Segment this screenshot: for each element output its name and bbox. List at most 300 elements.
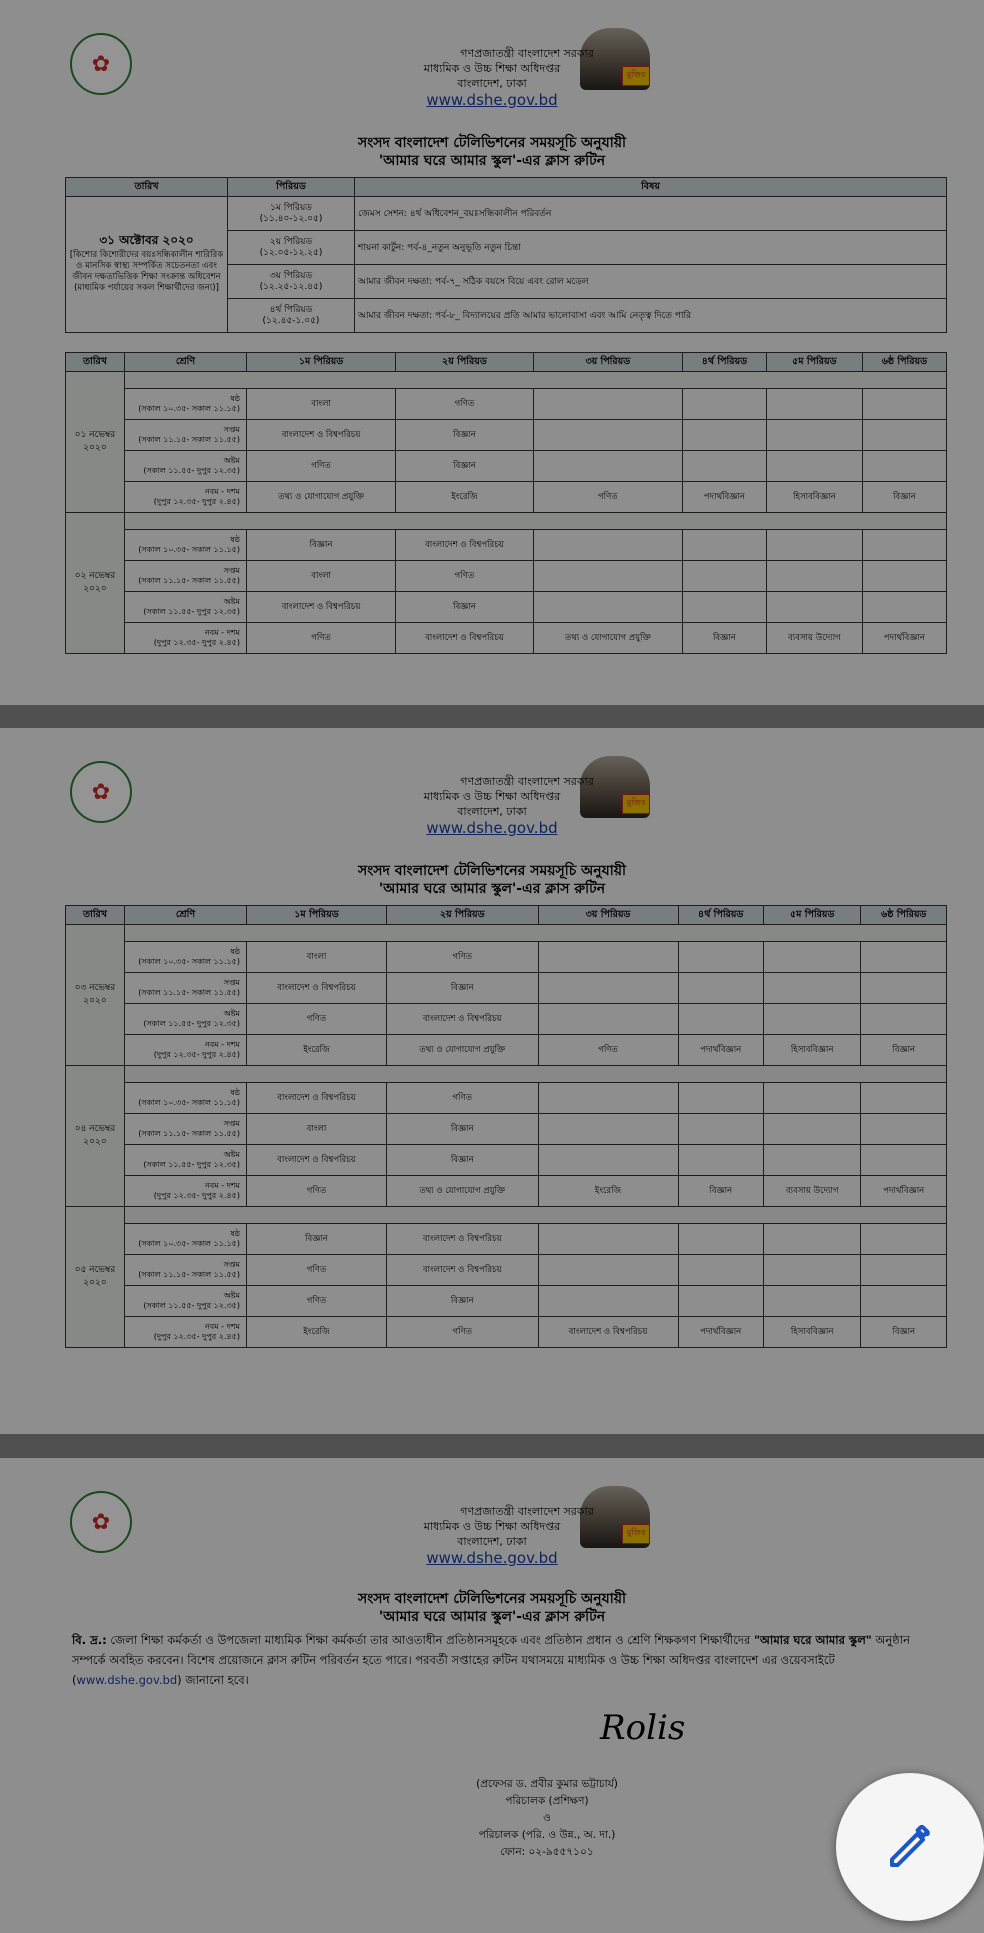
class-name: নবম - দশম (204, 1322, 240, 1331)
spacer-cell (125, 513, 947, 530)
col-header: শ্রেণি (125, 906, 247, 925)
mujib-badge: মুজিব (622, 1524, 650, 1544)
subject-cell: গণিত (247, 451, 396, 482)
gov-line2: মাধ্যমিক ও উচ্চ শিক্ষা অধিদপ্তর (423, 62, 561, 75)
subject-cell: পদার্থবিজ্ঞান (678, 1317, 763, 1348)
subject-cell: গণিত (533, 482, 682, 513)
class-time: (সকাল ১১.৫৫- দুপুর ১২.৩৫) (143, 466, 240, 475)
table-row (66, 420, 947, 451)
subject-cell (763, 1224, 861, 1255)
table-row (66, 1145, 947, 1176)
special-session-table (65, 177, 947, 333)
subject-cell (538, 1255, 678, 1286)
class-cell (125, 1176, 247, 1207)
table-row (66, 1004, 947, 1035)
class-time: (সকাল ১০.৩৫- সকাল ১১.১৫) (138, 404, 240, 413)
period-name: ১ম পিরিয়ড (270, 202, 312, 213)
subject-cell (682, 592, 766, 623)
class-cell (125, 1255, 247, 1286)
class-cell (125, 623, 247, 654)
class-cell (125, 389, 247, 420)
class-cell (125, 1114, 247, 1145)
spacer-row (66, 925, 947, 942)
subject-cell (678, 1145, 763, 1176)
subject-cell (533, 530, 682, 561)
subject-cell (861, 1145, 947, 1176)
class-name: নবম - দশম (204, 628, 240, 637)
subject-cell: গণিত (247, 623, 396, 654)
class-cell (125, 942, 247, 973)
subject-cell (678, 1224, 763, 1255)
col-header: পিরিয়ড (228, 178, 355, 197)
day-date-cell: ০৪ নভেম্বর ২০২০ (66, 1066, 125, 1207)
subject-cell: ইংরেজি (247, 1035, 387, 1066)
subject-cell: ইংরেজি (396, 482, 534, 513)
document-page-3 (0, 1458, 984, 1933)
spacer-row (66, 1066, 947, 1083)
spacer-cell (125, 925, 947, 942)
day-date-cell: ০৩ নভেম্বর ২০২০ (66, 925, 125, 1066)
col-header: ৩য় পিরিয়ড (538, 906, 678, 925)
class-cell (125, 1004, 247, 1035)
subject-cell: বাংলাদেশ ও বিশ্বপরিচয় (396, 623, 534, 654)
day-date-cell: ০১ নভেম্বর ২০২০ (66, 372, 125, 513)
subject-cell (678, 1083, 763, 1114)
class-name: সপ্তম (223, 566, 240, 575)
class-time: (দুপুর ১২.৩৫- দুপুর ২.৪৫) (153, 1050, 240, 1059)
dshe-logo: ✿ (70, 761, 132, 823)
subject-cell (861, 1004, 947, 1035)
col-header: ২য় পিরিয়ড (386, 906, 538, 925)
class-name: নবম - দশম (204, 1040, 240, 1049)
subject-cell: গণিত (386, 1083, 538, 1114)
title-line1: সংসদ বাংলাদেশ টেলিভিশনের সময়সূচি অনুযায়ী (357, 863, 627, 879)
col-header: ৬ষ্ঠ পিরিয়ড (861, 906, 947, 925)
class-name: ষষ্ঠ (230, 535, 240, 544)
gov-line1: গণপ্রজাতন্ত্রী বাংলাদেশ সরকার (460, 47, 594, 60)
gov-block (0, 774, 984, 836)
gov-line3: বাংলাদেশ, ঢাকা (457, 1535, 527, 1548)
subject-cell: বাংলাদেশ ও বিশ্বপরিচয় (247, 1145, 387, 1176)
table-row (66, 592, 947, 623)
class-name: নবম - দশম (204, 1181, 240, 1190)
class-cell (125, 1286, 247, 1317)
subject-cell (862, 389, 946, 420)
class-time: (সকাল ১১.৫৫- দুপুর ১২.৩৫) (143, 607, 240, 616)
subject-cell: গণিত (247, 1004, 387, 1035)
period-cell (228, 265, 355, 299)
class-name: ষষ্ঠ (230, 1229, 240, 1238)
subject-cell: গণিত (247, 1176, 387, 1207)
period-cell (228, 231, 355, 265)
subject-cell: বিজ্ঞান (861, 1035, 947, 1066)
signatory-role: পরিচালক (প্রশিক্ষণ) (505, 1795, 589, 1807)
edit-fab-button[interactable] (836, 1773, 984, 1921)
table-row (66, 1286, 947, 1317)
subject-cell (861, 1286, 947, 1317)
subject-cell: বাংলাদেশ ও বিশ্বপরিচয় (386, 1004, 538, 1035)
subject-cell: তথ্য ও যোগাযোগ প্রযুক্তি (386, 1176, 538, 1207)
table-row (66, 942, 947, 973)
subject-cell: বিজ্ঞান (678, 1176, 763, 1207)
col-header: ২য় পিরিয়ড (396, 353, 534, 372)
subject-cell (538, 1145, 678, 1176)
spacer-row (66, 513, 947, 530)
subject-cell: বিজ্ঞান (386, 1145, 538, 1176)
subject-cell (533, 389, 682, 420)
gov-line3: বাংলাদেশ, ঢাকা (457, 805, 527, 818)
subject-cell: বাংলাদেশ ও বিশ্বপরিচয় (386, 1255, 538, 1286)
class-time: (সকাল ১১.৫৫- দুপুর ১২.৩৫) (143, 1019, 240, 1028)
table-row (66, 482, 947, 513)
subject-cell: ইংরেজি (538, 1176, 678, 1207)
subject-cell (766, 592, 862, 623)
subject-cell (763, 942, 861, 973)
col-header: ৪র্থ পিরিয়ড (678, 906, 763, 925)
class-time: (সকাল ১১.১৫- সকাল ১১.৫৫) (138, 435, 240, 444)
subject-cell: হিসাববিজ্ঞান (766, 482, 862, 513)
subject-cell (682, 561, 766, 592)
table-row (66, 973, 947, 1004)
subject-cell (861, 973, 947, 1004)
col-header: ৫ম পিরিয়ড (766, 353, 862, 372)
page-header (0, 1458, 984, 1568)
class-time: (সকাল ১১.১৫- সকাল ১১.৫৫) (138, 1270, 240, 1279)
subject-cell: জেমস সেশন: ৪র্থ অধিবেশন_বয়ঃসন্ধিকালীন পরিবর্তন (355, 197, 947, 231)
gov-line3: বাংলাদেশ, ঢাকা (457, 77, 527, 90)
table-row (66, 1035, 947, 1066)
subject-cell (862, 530, 946, 561)
website-link[interactable]: www.dshe.gov.bd (76, 1673, 178, 1687)
subject-cell: তথ্য ও যোগাযোগ প্রযুক্তি (386, 1035, 538, 1066)
class-time: (সকাল ১০.৩৫- সকাল ১১.১৫) (138, 545, 240, 554)
class-name: অষ্টম (223, 1009, 240, 1018)
subject-cell: বিজ্ঞান (396, 592, 534, 623)
period-time: (১২.০৫-১২.২৫) (259, 247, 323, 258)
subject-cell (763, 1286, 861, 1317)
page-title (0, 862, 984, 898)
mujib-badge: মুজিব (622, 794, 650, 814)
mujib-badge: মুজিব (622, 66, 650, 86)
subject-cell (766, 389, 862, 420)
class-time: (সকাল ১০.৩৫- সকাল ১১.১৫) (138, 1098, 240, 1107)
table-row (66, 197, 947, 231)
class-cell (125, 1145, 247, 1176)
subject-cell (678, 973, 763, 1004)
subject-cell (533, 561, 682, 592)
subject-cell: শায়না কার্টুন: পর্ব-৪_নতুন অনুভূতি নতুন চিন্তা (355, 231, 947, 265)
page-header (0, 0, 984, 110)
table-row (66, 1083, 947, 1114)
subject-cell: পদার্থবিজ্ঞান (861, 1176, 947, 1207)
subject-cell (538, 1114, 678, 1145)
spacer-cell (125, 1066, 947, 1083)
class-time: (দুপুর ১২.৩৫- দুপুর ২.৪৫) (153, 497, 240, 506)
subject-cell: বাংলাদেশ ও বিশ্বপরিচয় (247, 592, 396, 623)
subject-cell: আমার জীবন দক্ষতা: পর্ব-৭_ সঠিক বয়সে বিয়ে এবং রোল মডেল (355, 265, 947, 299)
class-time: (সকাল ১১.১৫- সকাল ১১.৫৫) (138, 988, 240, 997)
table-row (66, 389, 947, 420)
period-name: ২য় পিরিয়ড (269, 236, 313, 247)
subject-cell: বিজ্ঞান (386, 1114, 538, 1145)
class-name: ষষ্ঠ (230, 1088, 240, 1097)
subject-cell (766, 451, 862, 482)
subject-cell (678, 1255, 763, 1286)
title-line2: 'আমার ঘরে আমার স্কুল'-এর ক্লাস রুটিন (378, 153, 606, 169)
gov-line1: গণপ্রজাতন্ত্রী বাংলাদেশ সরকার (460, 775, 594, 788)
spacer-cell (125, 1207, 947, 1224)
class-name: অষ্টম (223, 1291, 240, 1300)
class-name: সপ্তম (223, 425, 240, 434)
subject-cell (678, 1004, 763, 1035)
col-header: ৩য় পিরিয়ড (533, 353, 682, 372)
subject-cell (766, 561, 862, 592)
pencil-icon (883, 1820, 937, 1874)
spacer-row (66, 1207, 947, 1224)
col-header: ১ম পিরিয়ড (247, 353, 396, 372)
subject-cell (682, 389, 766, 420)
notice-paragraph (72, 1630, 946, 1690)
subject-cell: তথ্য ও যোগাযোগ প্রযুক্তি (533, 623, 682, 654)
session-note: [কিশোর কিশোরীদের বয়ঃসন্ধিকালীন শারিরিক ও মানসিক স্বাস্থ্য সম্পর্কিত সচেতনতা এবং জীবন দক্ষতাভিত্তিক শিক্ষা সংক্রান্ত অধিবেশন (মাধ্যমিক পর্যায়ের সকল শিক্ষার্থীদের জন্য)] (69, 250, 224, 293)
class-cell (125, 482, 247, 513)
period-cell (228, 197, 355, 231)
subject-cell: বাংলা (247, 942, 387, 973)
subject-cell (862, 592, 946, 623)
subject-cell: বিজ্ঞান (861, 1317, 947, 1348)
page-header (0, 728, 984, 838)
class-time: (সকাল ১১.১৫- সকাল ১১.৫৫) (138, 576, 240, 585)
subject-cell (862, 561, 946, 592)
program-name: "আমার ঘরে আমার স্কুল" (753, 1633, 872, 1647)
page-title (0, 134, 984, 170)
subject-cell (533, 592, 682, 623)
subject-cell (678, 1286, 763, 1317)
subject-cell (678, 1114, 763, 1145)
class-time: (সকাল ১১.৫৫- দুপুর ১২.৩৫) (143, 1301, 240, 1310)
conjunction: ও (543, 1812, 551, 1824)
class-cell (125, 420, 247, 451)
subject-cell: বিজ্ঞান (247, 530, 396, 561)
subject-cell (861, 1255, 947, 1286)
class-time: (দুপুর ১২.৩৫- দুপুর ২.৪৫) (153, 638, 240, 647)
class-schedule-table (65, 905, 947, 1348)
page-title (0, 1590, 984, 1626)
subject-cell (763, 1114, 861, 1145)
gov-block (0, 46, 984, 108)
class-time: (সকাল ১০.৩৫- সকাল ১১.১৫) (138, 1239, 240, 1248)
subject-cell (763, 973, 861, 1004)
subject-cell: গণিত (386, 942, 538, 973)
subject-cell: বিজ্ঞান (682, 623, 766, 654)
col-header: ৪র্থ পিরিয়ড (682, 353, 766, 372)
table-row (66, 1317, 947, 1348)
class-cell (125, 451, 247, 482)
period-time: (১১.৪০-১২.০৫) (259, 213, 323, 224)
table-row (66, 451, 947, 482)
class-time: (সকাল ১০.৩৫- সকাল ১১.১৫) (138, 957, 240, 966)
subject-cell (861, 942, 947, 973)
class-cell (125, 530, 247, 561)
col-header: তারিখ (66, 178, 228, 197)
subject-cell: গণিত (247, 1255, 387, 1286)
class-time: (সকাল ১১.১৫- সকাল ১১.৫৫) (138, 1129, 240, 1138)
gov-line2: মাধ্যমিক ও উচ্চ শিক্ষা অধিদপ্তর (423, 790, 561, 803)
subject-cell (538, 973, 678, 1004)
subject-cell: বাংলাদেশ ও বিশ্বপরিচয় (396, 530, 534, 561)
subject-cell (538, 1083, 678, 1114)
col-header: শ্রেণি (125, 353, 247, 372)
notice-text: ) জানানো হবে। (177, 1673, 249, 1687)
subject-cell: পদার্থবিজ্ঞান (682, 482, 766, 513)
title-line2: 'আমার ঘরে আমার স্কুল'-এর ক্লাস রুটিন (378, 1609, 606, 1625)
table-row (66, 561, 947, 592)
class-cell (125, 592, 247, 623)
class-name: অষ্টম (223, 597, 240, 606)
subject-cell: বাংলাদেশ ও বিশ্বপরিচয় (247, 973, 387, 1004)
table-row (66, 1224, 947, 1255)
subject-cell (682, 420, 766, 451)
class-name: সপ্তম (223, 1260, 240, 1269)
class-cell (125, 973, 247, 1004)
subject-cell (861, 1114, 947, 1145)
table-row (66, 623, 947, 654)
subject-cell: বিজ্ঞান (386, 1286, 538, 1317)
subject-cell: বাংলাদেশ ও বিশ্বপরিচয় (247, 420, 396, 451)
website-link[interactable]: www.dshe.gov.bd (426, 819, 558, 837)
document-page-2 (0, 728, 984, 1434)
table-row (66, 530, 947, 561)
subject-cell: বিজ্ঞান (247, 1224, 387, 1255)
subject-cell (682, 530, 766, 561)
subject-cell (538, 1224, 678, 1255)
class-schedule-table (65, 352, 947, 654)
period-time: (১২.৪৫-১.০৫) (262, 315, 320, 326)
signatory-name: (প্রফেসর ড. প্রবীর কুমার ভট্টাচার্য) (476, 1778, 618, 1790)
gov-line2: মাধ্যমিক ও উচ্চ শিক্ষা অধিদপ্তর (423, 1520, 561, 1533)
class-name: ষষ্ঠ (230, 947, 240, 956)
dshe-logo: ✿ (70, 33, 132, 95)
subject-cell (861, 1083, 947, 1114)
day-date-cell: ০৫ নভেম্বর ২০২০ (66, 1207, 125, 1348)
subject-cell (763, 1083, 861, 1114)
subject-cell: ইংরেজি (247, 1317, 387, 1348)
subject-cell: বিজ্ঞান (396, 451, 534, 482)
period-cell (228, 299, 355, 333)
col-header: তারিখ (66, 353, 125, 372)
subject-cell: পদার্থবিজ্ঞান (678, 1035, 763, 1066)
period-time: (১২.২৫-১২.৪৫) (259, 281, 323, 292)
class-cell (125, 1035, 247, 1066)
subject-cell (682, 451, 766, 482)
subject-cell (533, 451, 682, 482)
col-header: তারিখ (66, 906, 125, 925)
subject-cell (538, 1004, 678, 1035)
subject-cell (763, 1255, 861, 1286)
subject-cell (861, 1224, 947, 1255)
subject-cell (533, 420, 682, 451)
subject-cell: গণিত (538, 1035, 678, 1066)
website-link[interactable]: www.dshe.gov.bd (426, 1549, 558, 1567)
subject-cell: বাংলা (247, 389, 396, 420)
notice-prefix: বি. দ্র.: (72, 1633, 107, 1647)
spacer-cell (125, 372, 947, 389)
class-name: ষষ্ঠ (230, 394, 240, 403)
signature: Rolis (600, 1708, 686, 1748)
class-name: নবম - দশম (204, 487, 240, 496)
col-header: ৬ষ্ঠ পিরিয়ড (862, 353, 946, 372)
subject-cell: গণিত (396, 561, 534, 592)
subject-cell: বাংলাদেশ ও বিশ্বপরিচয় (538, 1317, 678, 1348)
class-cell (125, 1083, 247, 1114)
spacer-row (66, 372, 947, 389)
subject-cell: ব্যবসায় উদ্যোগ (766, 623, 862, 654)
period-name: ৩য় পিরিয়ড (269, 270, 313, 281)
title-line2: 'আমার ঘরে আমার স্কুল'-এর ক্লাস রুটিন (378, 881, 606, 897)
session-date: ৩১ অক্টোবর ২০২০ (99, 233, 194, 247)
class-name: অষ্টম (223, 456, 240, 465)
table-row (66, 1114, 947, 1145)
website-link[interactable]: www.dshe.gov.bd (426, 91, 558, 109)
day-date-cell: ০২ নভেম্বর ২০২০ (66, 513, 125, 654)
subject-cell: হিসাববিজ্ঞান (763, 1035, 861, 1066)
subject-cell: বাংলাদেশ ও বিশ্বপরিচয় (386, 1224, 538, 1255)
title-line1: সংসদ বাংলাদেশ টেলিভিশনের সময়সূচি অনুযায়ী (357, 1591, 627, 1607)
subject-cell: গণিত (386, 1317, 538, 1348)
dshe-logo: ✿ (70, 1491, 132, 1553)
table-row (66, 1255, 947, 1286)
class-name: সপ্তম (223, 978, 240, 987)
subject-cell: পদার্থবিজ্ঞান (862, 623, 946, 654)
subject-cell (538, 942, 678, 973)
subject-cell (678, 942, 763, 973)
subject-cell (862, 420, 946, 451)
subject-cell: বাংলা (247, 1114, 387, 1145)
subject-cell: বাংলা (247, 561, 396, 592)
subject-cell (763, 1004, 861, 1035)
notice-text: জেলা শিক্ষা কর্মকর্তা ও উপজেলা মাধ্যমিক শিক্ষা কর্মকর্তা তার আওতাধীন প্রতিষ্ঠানসমূহকে এবং প্রতিষ্ঠান প্রধান ও শ্রেণি শিক্ষকগণ শিক্ষার্থীদের (106, 1633, 754, 1647)
period-name: ৪র্থ পিরিয়ড (269, 304, 313, 315)
subject-cell (862, 451, 946, 482)
subject-cell: হিসাববিজ্ঞান (763, 1317, 861, 1348)
subject-cell: গণিত (247, 1286, 387, 1317)
class-cell (125, 1317, 247, 1348)
signatory-phone: ফোন: ০২-৯৫৫৭১০১ (500, 1846, 594, 1858)
class-time: (সকাল ১১.৫৫- দুপুর ১২.৩৫) (143, 1160, 240, 1169)
class-name: অষ্টম (223, 1150, 240, 1159)
document-page-1 (0, 0, 984, 705)
subject-cell (766, 530, 862, 561)
class-cell (125, 1224, 247, 1255)
subject-cell: বাংলাদেশ ও বিশ্বপরিচয় (247, 1083, 387, 1114)
session-date-cell (66, 197, 228, 333)
col-header: বিষয় (355, 178, 947, 197)
subject-cell (763, 1145, 861, 1176)
table-row (66, 1176, 947, 1207)
gov-line1: গণপ্রজাতন্ত্রী বাংলাদেশ সরকার (460, 1505, 594, 1518)
subject-cell: আমার জীবন দক্ষতা: পর্ব-৮_ বিদ্যালয়ের প্রতি আমার ভালোবাসা এবং আমি নেতৃত্ব দিতে পারি (355, 299, 947, 333)
subject-cell: বিজ্ঞান (386, 973, 538, 1004)
class-time: (দুপুর ১২.৩৫- দুপুর ২.৪৫) (153, 1191, 240, 1200)
subject-cell (538, 1286, 678, 1317)
title-line1: সংসদ বাংলাদেশ টেলিভিশনের সময়সূচি অনুযায়ী (357, 135, 627, 151)
subject-cell: গণিত (396, 389, 534, 420)
col-header: ১ম পিরিয়ড (247, 906, 387, 925)
class-name: সপ্তম (223, 1119, 240, 1128)
subject-cell: তথ্য ও যোগাযোগ প্রযুক্তি (247, 482, 396, 513)
notice-text: অনুষ্ঠান সম্পর্কে অবহিত করবেন। বিশেষ প্রয়োজনে ক্লাস রুটিন পরিবর্তন হতে পারে। পরবর্তী সপ্তাহের রুটিন যথাসময়ে মাধ্যমিক ও উচ্চ শিক্ষা অধিদপ্তর বাংলাদেশ এর ওয়েবসাইটে ( (72, 1633, 910, 1687)
subject-cell: ব্যবসায় উদ্যোগ (763, 1176, 861, 1207)
